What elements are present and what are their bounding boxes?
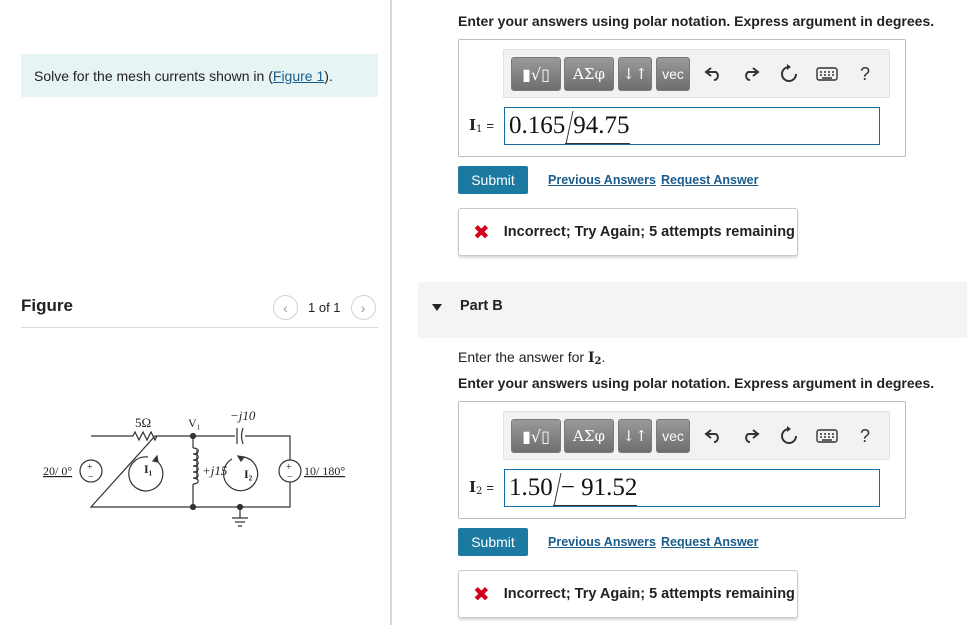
left-panel: [0, 0, 391, 625]
right-source-label: 10/ 180°: [304, 464, 346, 478]
partB-feedback: [458, 570, 798, 618]
partB-feedback-text: Incorrect; Try Again; 5 attempts remaining: [503, 586, 795, 602]
left-source-label: 20/ 0°: [43, 464, 73, 478]
error-icon: ✖: [473, 221, 490, 244]
ground-node: [238, 505, 243, 510]
chevron-left-icon: ‹: [283, 299, 288, 316]
resistor: [133, 432, 157, 440]
mesh1-wire: [91, 436, 193, 507]
figure-pager: [273, 295, 376, 320]
node-bottom: [191, 505, 196, 510]
circuit-diagram: [30, 400, 360, 535]
partA-request-answer-link[interactable]: Request Answer: [661, 173, 759, 187]
templates-button[interactable]: ▮√▯: [511, 419, 561, 453]
left-source-minus: −: [88, 472, 94, 483]
partB-math-toolbar: [503, 411, 890, 460]
partA-math-toolbar: [503, 49, 890, 98]
partB-answer-input[interactable]: [504, 469, 880, 507]
partB-previous-answers-link[interactable]: Previous Answers: [548, 535, 656, 549]
redo-icon[interactable]: [738, 62, 764, 86]
prompt-text: Solve for the mesh currents shown in (: [34, 68, 273, 84]
undo-icon[interactable]: [700, 62, 726, 86]
partA-answer-input[interactable]: [504, 107, 880, 145]
mesh1-label: I₁: [144, 462, 153, 476]
figure-link[interactable]: Figure 1: [272, 68, 325, 84]
partB-submit-button[interactable]: Submit: [458, 528, 528, 556]
partB-angle: − 91.52: [555, 474, 638, 502]
reset-icon[interactable]: [776, 424, 802, 448]
inductor-label: +j15: [202, 463, 228, 478]
prompt-end: ).: [324, 68, 333, 84]
problem-prompt: [21, 54, 378, 97]
undo-icon[interactable]: [700, 424, 726, 448]
capacitor-label: −j10: [230, 408, 256, 423]
help-button[interactable]: ?: [859, 425, 870, 446]
chevron-right-icon: ›: [360, 299, 366, 316]
partB-title: Part B: [460, 298, 503, 314]
partB-intro: Enter the answer for $I_2$.: [458, 349, 606, 367]
mesh2-label: I₂: [244, 467, 253, 481]
mesh2-arrow-icon: [224, 457, 258, 491]
pager-count: 1 of 1: [308, 300, 341, 315]
node-label: V₁: [188, 416, 201, 430]
partA-instruction: Enter your answers using polar notation. Express argument in degrees.: [458, 13, 935, 29]
collapse-triangle-icon[interactable]: [432, 304, 442, 311]
partA-feedback-text: Incorrect; Try Again; 5 attempts remaining: [503, 224, 795, 240]
right-panel: [392, 0, 967, 625]
resistor-label: 5Ω: [135, 415, 152, 430]
arrows-button[interactable]: ↓↑: [618, 419, 652, 453]
right-source-minus: −: [287, 472, 293, 483]
partB-variable-label: $I_2$ =: [469, 478, 494, 497]
figure-title: Figure: [21, 296, 73, 315]
figure-divider: [21, 327, 378, 328]
partA-variable-label: $I_1$ =: [469, 116, 494, 135]
partA-previous-answers-link[interactable]: Previous Answers: [548, 173, 656, 187]
partA-answer-panel: [458, 39, 906, 157]
vector-button[interactable]: vec: [656, 419, 690, 453]
prev-figure-button[interactable]: [273, 295, 298, 320]
redo-icon[interactable]: [738, 424, 764, 448]
vector-button[interactable]: vec: [656, 57, 690, 91]
greek-symbols-button[interactable]: ΑΣφ: [564, 419, 614, 453]
reset-icon[interactable]: [776, 62, 802, 86]
node-v1: [191, 434, 196, 439]
help-button[interactable]: ?: [859, 63, 870, 84]
partB-header[interactable]: [418, 282, 967, 338]
next-figure-button[interactable]: [351, 295, 376, 320]
error-icon: ✖: [473, 583, 490, 606]
keyboard-icon[interactable]: [814, 62, 840, 86]
keyboard-icon[interactable]: [814, 424, 840, 448]
partA-feedback: [458, 208, 798, 256]
partA-submit-button[interactable]: Submit: [458, 166, 528, 194]
partB-magnitude: 1.50: [509, 474, 553, 501]
capacitor: [237, 428, 243, 444]
greek-symbols-button[interactable]: ΑΣφ: [564, 57, 614, 91]
partA-magnitude: 0.165: [509, 112, 566, 139]
partB-answer-panel: [458, 401, 906, 519]
templates-button[interactable]: ▮√▯: [511, 57, 561, 91]
right-source-plus: +: [286, 462, 292, 473]
partB-request-answer-link[interactable]: Request Answer: [661, 535, 759, 549]
partB-instruction: Enter your answers using polar notation. Express argument in degrees.: [458, 375, 935, 391]
arrows-button[interactable]: ↓↑: [618, 57, 652, 91]
partA-angle: 94.75: [567, 112, 629, 140]
left-source-plus: +: [87, 462, 93, 473]
